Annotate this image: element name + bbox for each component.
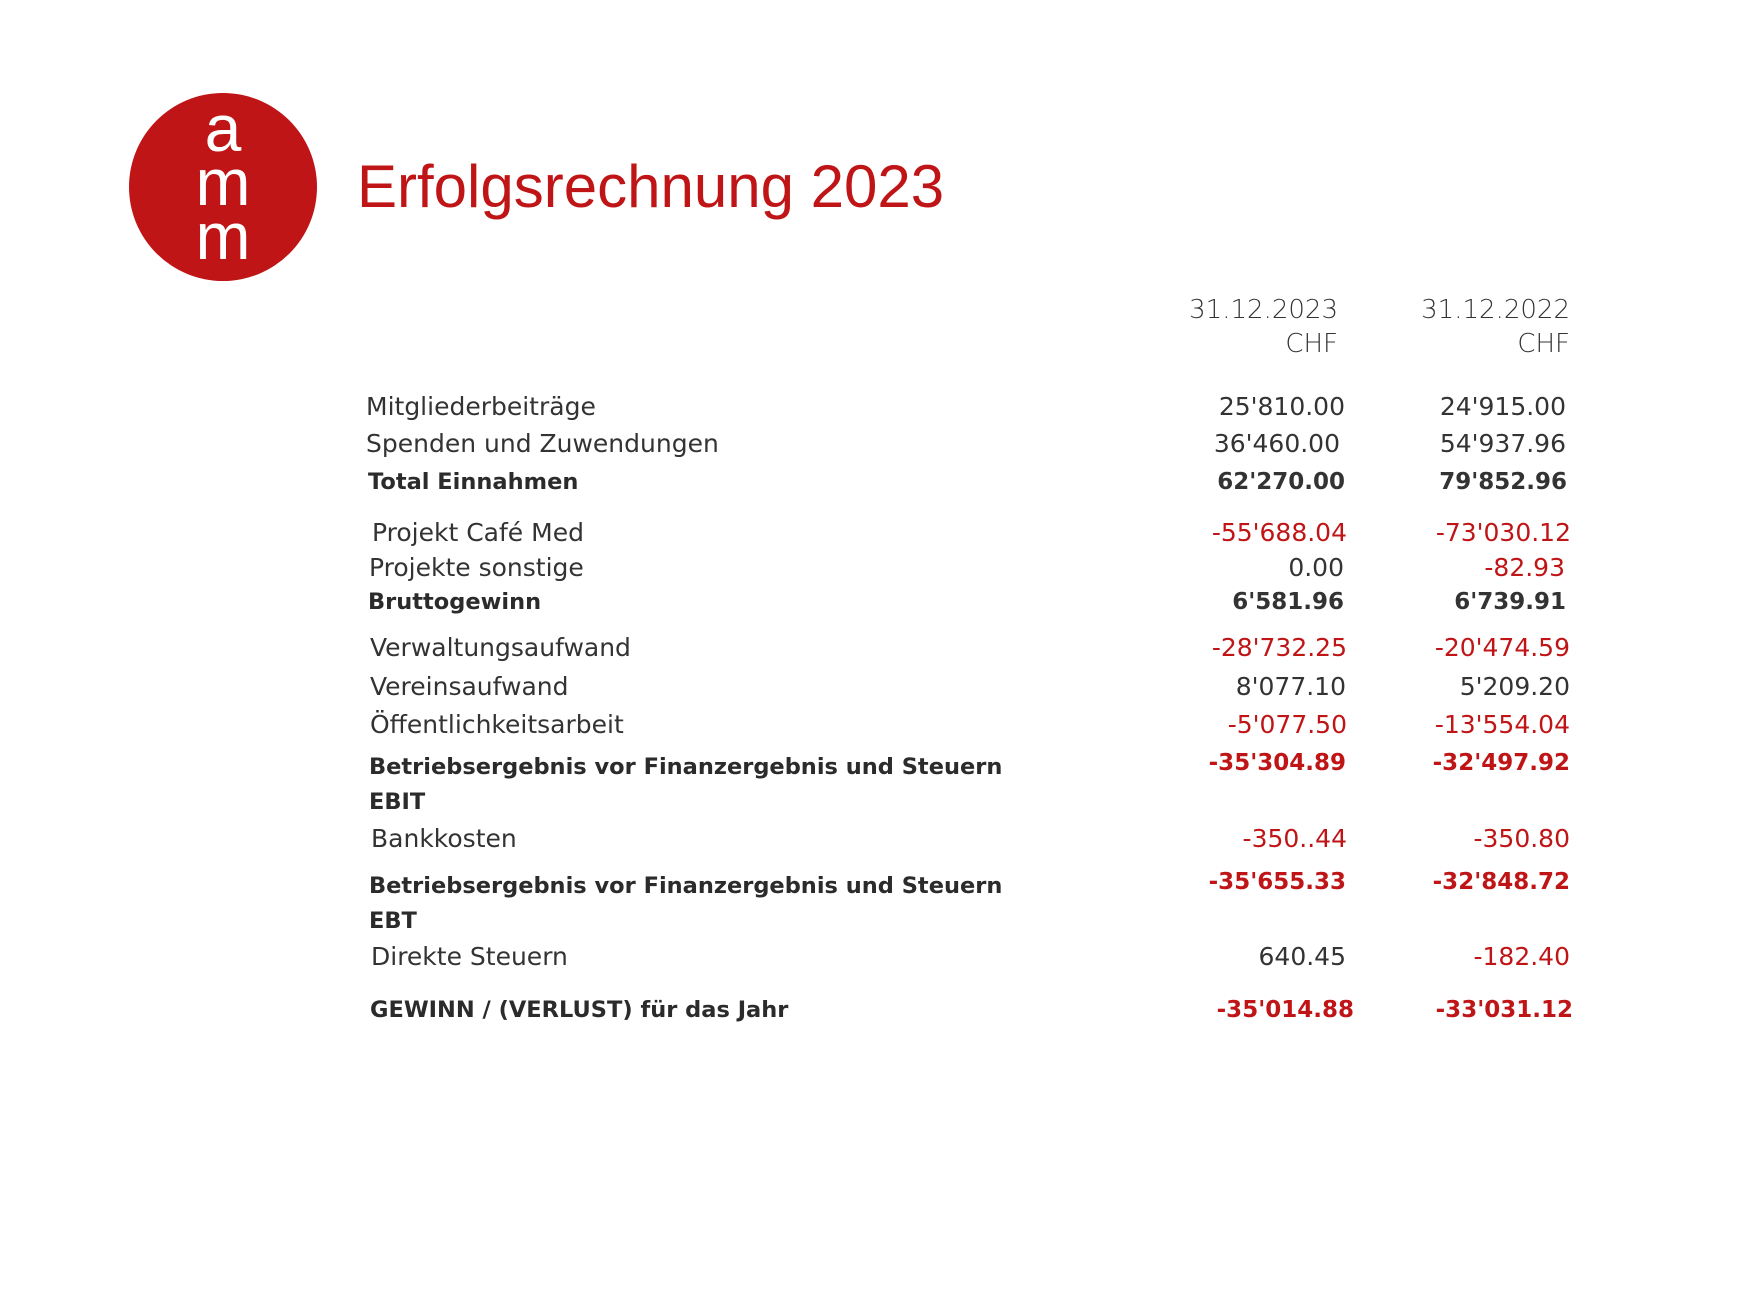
row-label: Bruttogewinn	[368, 589, 542, 615]
value-2022: -33'031.12	[1435, 997, 1573, 1023]
column-date-2022: 31.12.2022	[1421, 295, 1570, 325]
row-mitgliederbeitraege	[0, 392, 1738, 430]
amm-logo	[129, 93, 317, 281]
value-2023: -28'732.25	[1211, 633, 1347, 662]
row-label: Direkte Steuern	[371, 942, 568, 971]
logo-letter-a: a	[204, 91, 242, 165]
value-2022: -32'848.72	[1432, 869, 1570, 895]
value-2023: 8'077.10	[1235, 672, 1346, 701]
column-currency-2023: CHF	[1285, 329, 1338, 359]
row-label: Total Einnahmen	[368, 469, 579, 495]
row-label: Öffentlichkeitsarbeit	[370, 710, 624, 739]
value-2023: 640.45	[1258, 942, 1346, 971]
row-label-block	[369, 750, 1002, 820]
row-vereinsaufwand	[0, 672, 1738, 710]
logo-letter-m1: m	[195, 145, 251, 219]
value-2022: -32'497.92	[1432, 750, 1570, 776]
row-direkte-steuern	[0, 942, 1738, 980]
column-header-2023	[1189, 293, 1338, 361]
row-label: Betriebsergebnis vor Finanzergebnis und Steuern	[369, 873, 1003, 899]
value-2023: 36'460.00	[1213, 429, 1340, 458]
row-ebt	[0, 869, 1738, 945]
value-2022: 79'852.96	[1439, 469, 1567, 495]
row-projekt-cafe-med	[0, 518, 1738, 556]
value-2023: -55'688.04	[1211, 518, 1347, 547]
value-2023: -5'077.50	[1227, 710, 1347, 739]
value-2022: 6'739.91	[1454, 589, 1566, 615]
row-label: GEWINN / (VERLUST) für das Jahr	[370, 997, 789, 1023]
value-2023: -35'304.89	[1208, 750, 1346, 776]
value-2022: -13'554.04	[1434, 710, 1570, 739]
row-label-ebit: EBIT	[369, 789, 426, 815]
page-title: Erfolgsrechnung 2023	[357, 153, 945, 220]
logo-letter-m2: m	[195, 199, 251, 273]
value-2023: -350..44	[1242, 824, 1347, 853]
value-2022: -350.80	[1473, 824, 1570, 853]
column-currency-2022: CHF	[1517, 329, 1570, 359]
row-label-ebt: EBT	[369, 908, 417, 934]
row-label: Verwaltungsaufwand	[370, 633, 631, 662]
row-label: Projekt Café Med	[372, 518, 584, 547]
row-spenden	[0, 429, 1738, 467]
value-2023: 6'581.96	[1232, 589, 1344, 615]
row-bankkosten	[0, 824, 1738, 862]
value-2022: -73'030.12	[1435, 518, 1571, 547]
row-label: Spenden und Zuwendungen	[366, 429, 719, 458]
row-ebit	[0, 750, 1738, 826]
value-2022: -82.93	[1484, 553, 1565, 582]
row-total-einnahmen	[0, 469, 1738, 507]
row-bruttogewinn	[0, 589, 1738, 627]
value-2023: 0.00	[1288, 553, 1344, 582]
row-gewinn-verlust	[0, 997, 1738, 1035]
row-label: Mitgliederbeiträge	[366, 392, 596, 421]
row-label: Bankkosten	[371, 824, 517, 853]
row-label-block	[369, 869, 1002, 939]
row-label: Vereinsaufwand	[370, 672, 569, 701]
row-oeffentlichkeitsarbeit	[0, 710, 1738, 748]
value-2022: 24'915.00	[1439, 392, 1566, 421]
value-2023: 25'810.00	[1218, 392, 1345, 421]
value-2022: 54'937.96	[1439, 429, 1566, 458]
column-header-2022	[1421, 293, 1570, 361]
row-verwaltungsaufwand	[0, 633, 1738, 671]
value-2022: -20'474.59	[1434, 633, 1570, 662]
value-2023: -35'655.33	[1208, 869, 1346, 895]
row-projekte-sonstige	[0, 553, 1738, 591]
value-2023: -35'014.88	[1216, 997, 1354, 1023]
row-label: Betriebsergebnis vor Finanzergebnis und Steuern	[369, 754, 1003, 780]
row-label: Projekte sonstige	[369, 553, 584, 582]
value-2022: -182.40	[1473, 942, 1570, 971]
value-2023: 62'270.00	[1217, 469, 1345, 495]
column-date-2023: 31.12.2023	[1189, 295, 1338, 325]
value-2022: 5'209.20	[1459, 672, 1570, 701]
